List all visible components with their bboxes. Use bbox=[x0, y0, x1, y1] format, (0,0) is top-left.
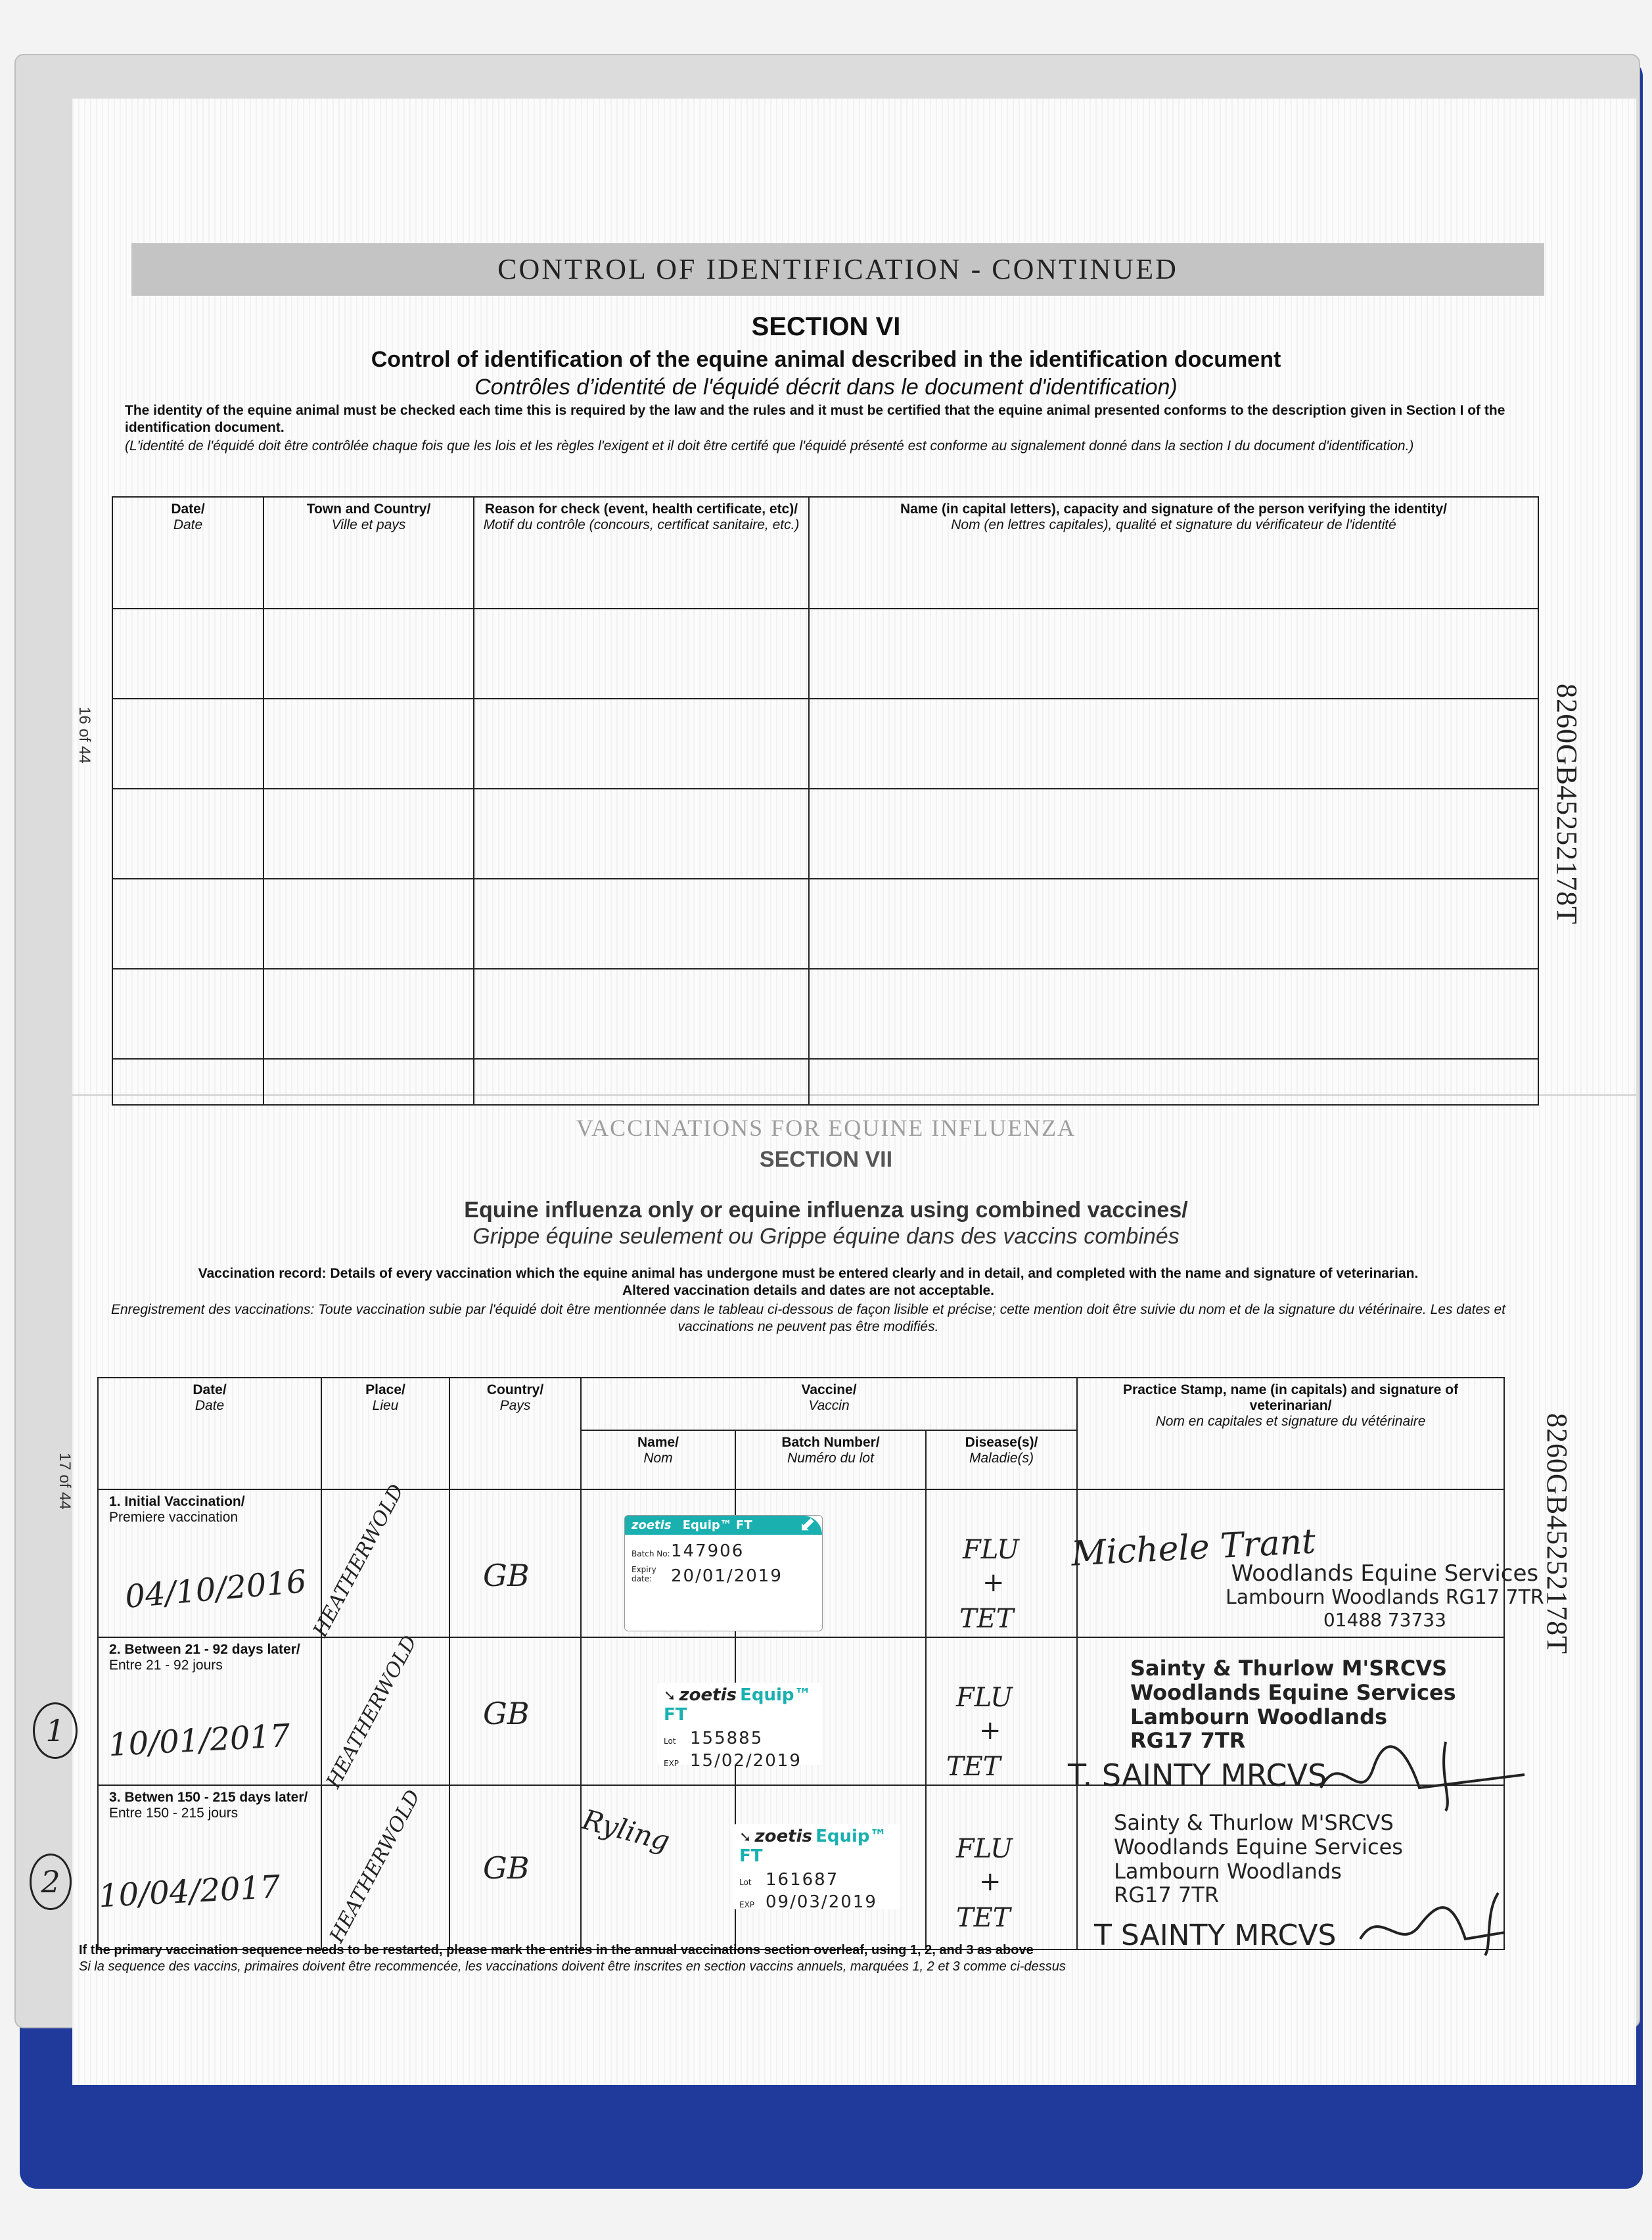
record-text: Vaccination record: Details of every vaccination which the equine animal has undergone must be entered clearly and in detail, and completed with the name and signature of veterinarian. Altered vaccination details and dates are not acceptable. bbox=[198, 1266, 1419, 1298]
sticker-header: zoetis Equip™ FT ⬋ bbox=[625, 1516, 822, 1535]
row2-disease-1: FLU bbox=[956, 1683, 1013, 1713]
row2-country: GB bbox=[483, 1696, 530, 1731]
col-practice: Practice Stamp, name (in capitals) and signature of veterinarian/ Nom en capitales et signature du vétérinaire bbox=[1077, 1378, 1504, 1489]
footnote: If the primary vaccination sequence needs to be restarted, please mark the entries in the annual vaccinations section overleaf, using 1, 2, and 3 as above bbox=[79, 1943, 1034, 1957]
table-row bbox=[112, 789, 1538, 879]
row3-disease-1: FLU bbox=[956, 1834, 1013, 1864]
row2-place: HEATHERWOLD bbox=[322, 1631, 422, 1792]
col-date: Date/ Date bbox=[98, 1378, 321, 1489]
col-vaccine-name: Name/ Nom bbox=[581, 1430, 735, 1489]
table-row bbox=[112, 969, 1538, 1059]
col-country: Country/ Pays bbox=[449, 1378, 581, 1489]
col-reason: Reason for check (event, health certificate, etc)/ Motif du contrôle (concours, certificat sanitaire, etc.) bbox=[474, 497, 809, 609]
row3-practice-stamp: Sainty & Thurlow M'SRCVS Woodlands Equine Services Lambourn Woodlands RG17 7TR bbox=[1114, 1810, 1403, 1908]
row2-circle-mark: 1 bbox=[33, 1702, 78, 1759]
row3-date: 10/04/2017 bbox=[97, 1868, 281, 1915]
row-label: 1. Initial Vaccination/ Premiere vaccination bbox=[98, 1489, 321, 1637]
row2-signature-scribble bbox=[1314, 1735, 1531, 1814]
arrow-icon: ⬋ bbox=[798, 1513, 815, 1536]
section-banner-lower: VACCINATIONS FOR EQUINE INFLUENZA bbox=[576, 1115, 1076, 1141]
row3-vet-name: T SAINTY MRCVS bbox=[1094, 1919, 1337, 1952]
record-text-fr: Enregistrement des vaccinations: Toute vaccination subie par l'équidé doit être mentionnée dans le tableau ci-dessous de façon lisible et précise; cette mention doit être suivie du nom et de la signature du vétérinaire. Les dates et vaccinations ne peuvent pas être modifiés. bbox=[111, 1302, 1505, 1334]
row1-disease-plus: + bbox=[982, 1568, 1005, 1598]
row2-disease-plus: + bbox=[979, 1715, 1001, 1746]
table-row bbox=[112, 1059, 1538, 1105]
table-header-row bbox=[112, 497, 1538, 609]
table-row bbox=[112, 879, 1538, 969]
col-town-country: Town and Country/ Ville et pays bbox=[264, 497, 474, 609]
page-number: 16 of 44 bbox=[76, 707, 93, 764]
col-verifier: Name (in capital letters), capacity and signature of the person verifying the identity/ Nom (en lettres capitales), qualité et signature du vérificateur de l'identité bbox=[809, 497, 1538, 609]
row1-country: GB bbox=[483, 1558, 530, 1593]
arrow-icon: ➘ bbox=[739, 1829, 752, 1846]
col-disease: Disease(s)/ Maladie(s) bbox=[926, 1430, 1077, 1489]
page-number-lower: 17 of 44 bbox=[56, 1453, 74, 1510]
row3-vaccine-name: Ryling bbox=[578, 1803, 674, 1857]
col-date: Date/ Date bbox=[112, 497, 264, 609]
row2-date: 10/01/2017 bbox=[107, 1717, 291, 1764]
row1-disease-1: FLU bbox=[963, 1535, 1019, 1565]
row-label: 2. Between 21 - 92 days later/ Entre 21 - 92 jours bbox=[98, 1637, 321, 1785]
vaccine-sticker-1: zoetis Equip™ FT ⬋ Batch No:147906 Expiry date: 20/01/2019 bbox=[624, 1515, 823, 1631]
row3-disease-plus: + bbox=[979, 1867, 1001, 1897]
row2-practice-stamp: Sainty & Thurlow M'SRCVS Woodlands Equine Services Lambourn Woodlands RG17 7TR bbox=[1130, 1656, 1456, 1754]
section-title: Control of identification of the equine animal described in the identification document bbox=[371, 347, 1281, 372]
row1-disease-2: TET bbox=[959, 1604, 1014, 1634]
table-row bbox=[112, 609, 1538, 699]
section-title-lower-fr: Grippe équine seulement ou Grippe équine dans des vaccins combinés bbox=[472, 1224, 1180, 1249]
intro-text-fr: (L'identité de l'équidé doit être contrôlée chaque fois que les lois et les règles l'exigent et il doit être certifé que l'équidé présenté est conforme au signalement donné dans la section I du document d'identification.) bbox=[125, 438, 1414, 454]
col-place: Place/ Lieu bbox=[321, 1378, 449, 1489]
row-label: 3. Betwen 150 - 215 days later/ Entre 150 - 215 jours bbox=[98, 1785, 321, 1949]
section-heading-lower: SECTION VII bbox=[759, 1147, 893, 1172]
arrow-icon: ➘ bbox=[664, 1688, 676, 1704]
row1-practice-stamp: Woodlands Equine Services Lambourn Woodlands RG17 7TR 01488 73733 bbox=[1226, 1560, 1544, 1631]
vaccine-sticker-3: ➘ zoetis Equip™ FT Lot 161687 EXP 09/03/2019 bbox=[733, 1824, 900, 1909]
row3-place: HEATHERWOLD bbox=[325, 1786, 425, 1947]
col-vaccine: Vaccine/ Vaccin bbox=[581, 1378, 1077, 1430]
section-heading: SECTION VI bbox=[751, 312, 901, 341]
row2-disease-2: TET bbox=[946, 1752, 1001, 1782]
row1-place: HEATHERWOLD bbox=[309, 1480, 409, 1641]
section-banner: CONTROL OF IDENTIFICATION - CONTINUED bbox=[131, 243, 1544, 296]
col-batch: Batch Number/ Numéro du lot bbox=[735, 1430, 926, 1489]
table-row bbox=[112, 699, 1538, 789]
footnote-fr: Si la sequence des vaccins, primaires doivent être recommencée, les vaccinations doivent être inscrites en section vaccins annuels, marquées 1, 2 et 3 comme ci-dessus bbox=[79, 1959, 1066, 1974]
row3-country: GB bbox=[483, 1850, 530, 1886]
section-title-fr: Contrôles d’identité de l'équidé décrit dans le document d'identification) bbox=[474, 375, 1178, 400]
row1-signature: Michele Trant bbox=[1070, 1522, 1317, 1574]
row3-disease-2: TET bbox=[956, 1903, 1011, 1933]
table-header-row bbox=[98, 1378, 1504, 1430]
intro-text: The identity of the equine animal must be checked each time this is required by the law and the rules and it must be certified that the equine animal presented conforms to the description given in Section I of the identification document. bbox=[125, 403, 1505, 435]
section-title-lower: Equine influenza only or equine influenza using combined vaccines/ bbox=[464, 1198, 1188, 1223]
vaccine-sticker-2: ➘ zoetis Equip™ FT Lot 155885 EXP 15/02/2019 bbox=[657, 1683, 821, 1765]
row3-circle-mark: 2 bbox=[30, 1854, 72, 1910]
passport-id-lower: 8260GB45252178T bbox=[1541, 1413, 1573, 1654]
row2-vet-name: T. SAINTY MRCVS bbox=[1068, 1758, 1327, 1793]
row1-date: 04/10/2016 bbox=[124, 1563, 308, 1616]
identity-check-table bbox=[112, 496, 1539, 1106]
passport-id: 8260GB45252178T bbox=[1551, 684, 1583, 925]
